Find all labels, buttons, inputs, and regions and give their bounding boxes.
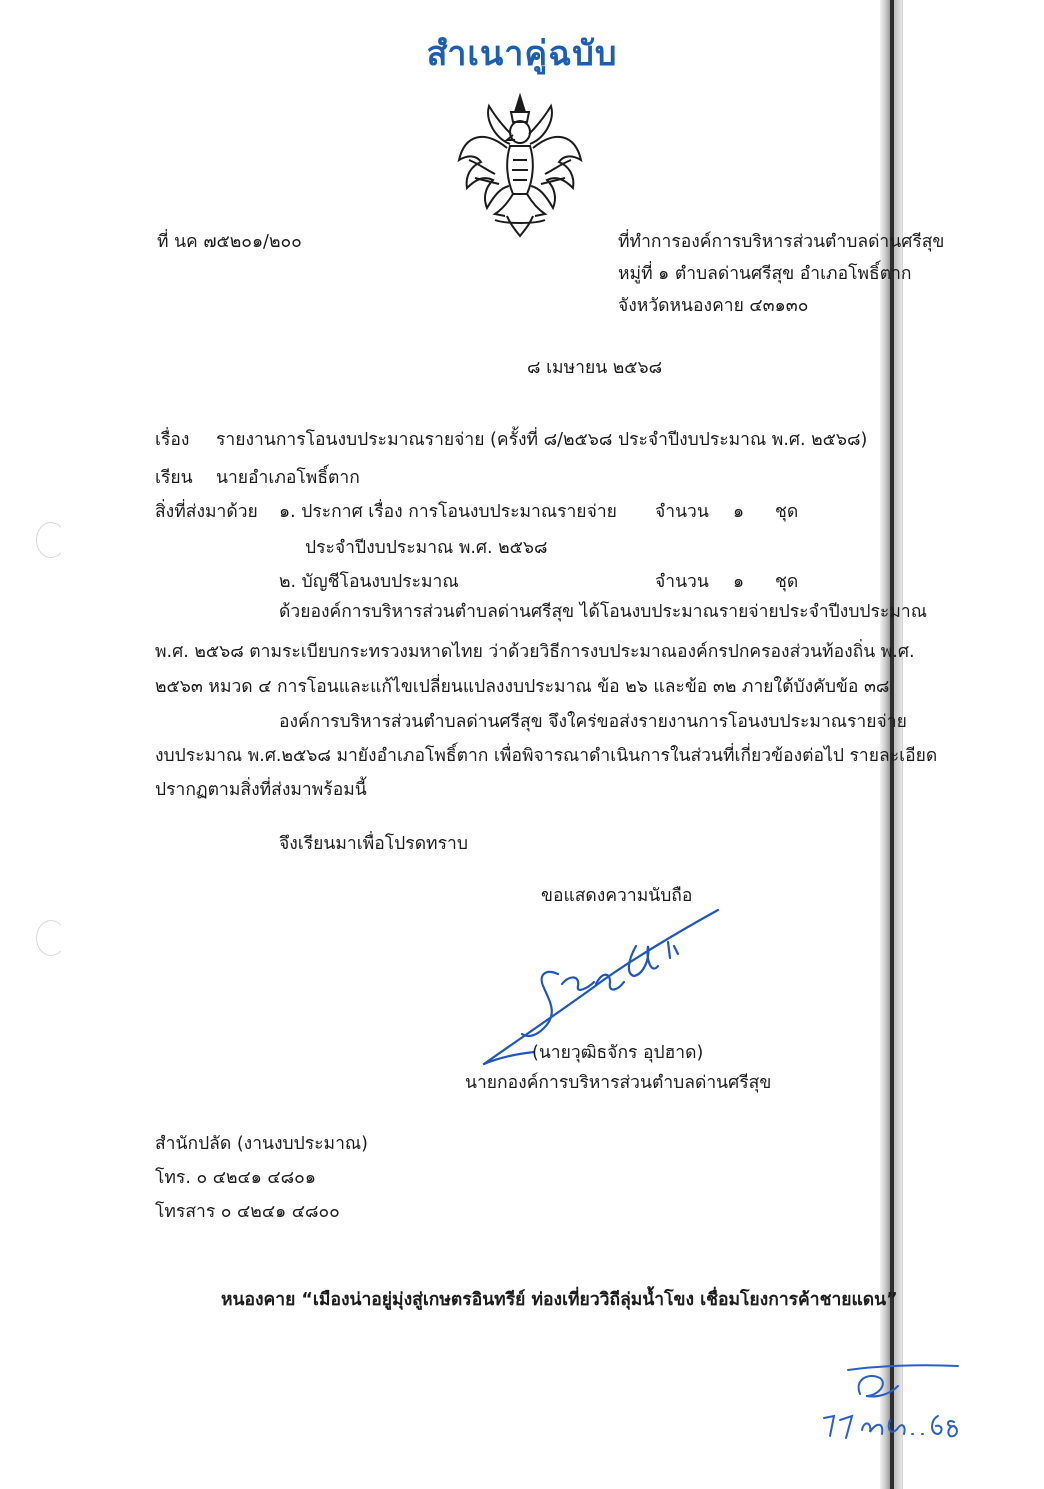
garuda-emblem-icon xyxy=(455,90,585,240)
document-number: ที่ นค ๗๕๒๐๑/๒๐๐ xyxy=(157,232,302,252)
recipient-text: นายอำเภอโพธิ์ตาก xyxy=(216,468,360,488)
enclosure-item-text: ๑. ประกาศ เรื่อง การโอนงบประมาณรายจ่าย xyxy=(279,502,617,522)
punch-hole-mark xyxy=(36,522,66,558)
enclosure-item-unit: ชุด xyxy=(775,502,799,522)
subject-text: รายงานการโอนงบประมาณรายจ่าย (ครั้งที่ ๘/๒๕๖๘ ประจำปีงบประมาณ พ.ศ. ๒๕๖๘) xyxy=(216,430,868,450)
enclosure-item-qty: ๑ xyxy=(733,502,745,522)
copy-stamp-title: สำเนาคู่ฉบับ xyxy=(426,34,618,74)
enclosure-item-unit: ชุด xyxy=(775,572,799,592)
punch-hole-mark xyxy=(36,920,66,956)
body-paragraph1-line1: ด้วยองค์การบริหารส่วนตำบลด่านศรีสุข ได้โอนงบประมาณรายจ่ายประจำปีงบประมาณ xyxy=(279,602,927,622)
contact-office: สำนักปลัด (งานงบประมาณ) xyxy=(155,1134,368,1154)
issuer-address-line2: หมู่ที่ ๑ ตำบลด่านศรีสุข อำเภอโพธิ์ตาก xyxy=(618,264,912,284)
signatory-position: นายกองค์การบริหารส่วนตำบลด่านศรีสุข xyxy=(465,1073,772,1093)
issuer-address-line1: ที่ทำการองค์การบริหารส่วนตำบลด่านศรีสุข xyxy=(618,232,945,252)
body-paragraph2-line1: องค์การบริหารส่วนตำบลด่านศรีสุข จึงใคร่ขอส่งรายงานการโอนงบประมาณรายจ่าย xyxy=(279,712,907,732)
body-paragraph2-line2: งบประมาณ พ.ศ.๒๕๖๘ มายังอำเภอโพธิ์ตาก เพื่อพิจารณาดำเนินการในส่วนที่เกี่ยวข้องต่อไป รายละเอียด xyxy=(155,746,938,766)
enclosure-item-continuation: ประจำปีงบประมาณ พ.ศ. ๒๕๖๘ xyxy=(305,538,548,558)
issuer-address-line3: จังหวัดหนองคาย ๔๓๑๓๐ xyxy=(618,296,809,316)
enclosure-item-text: ๒. บัญชีโอนงบประมาณ xyxy=(279,572,459,592)
handwritten-received-note xyxy=(818,1360,968,1450)
recipient-label: เรียน xyxy=(155,468,193,488)
enclosure-item-qty: ๑ xyxy=(733,572,745,592)
enclosures-label: สิ่งที่ส่งมาด้วย xyxy=(155,502,258,522)
document-date: ๘ เมษายน ๒๕๖๘ xyxy=(527,358,663,378)
subject-label: เรื่อง xyxy=(155,430,190,450)
contact-phone: โทร. ๐ ๔๒๔๑ ๔๘๐๑ xyxy=(155,1168,316,1188)
body-paragraph2-line3: ปรากฏตามสิ่งที่ส่งมาพร้อมนี้ xyxy=(155,780,367,800)
signatory-name: (นายวุฒิธจักร อุปฮาด) xyxy=(532,1043,704,1063)
provincial-slogan: หนองคาย “เมืองน่าอยู่มุ่งสู่เกษตรอินทรีย์ ท่องเที่ยววิถีลุ่มน้ำโขง เชื่อมโยงการค้าชายแดน” xyxy=(221,1290,898,1310)
contact-fax: โทรสาร ๐ ๔๒๔๑ ๔๘๐๐ xyxy=(155,1202,340,1222)
enclosure-item-qty-label: จำนวน xyxy=(655,502,709,522)
body-paragraph1-line3: ๒๕๖๓ หมวด ๔ การโอนและแก้ไขเปลี่ยนแปลงงบประมาณ ข้อ ๒๖ และข้อ ๓๒ ภายใต้บังคับข้อ ๓๘ xyxy=(155,677,890,697)
closing-sentence: จึงเรียนมาเพื่อโปรดทราบ xyxy=(279,834,468,854)
signature-salutation: ขอแสดงความนับถือ xyxy=(541,886,693,906)
enclosure-item-qty-label: จำนวน xyxy=(655,572,709,592)
body-paragraph1-line2: พ.ศ. ๒๕๖๘ ตามระเบียบกระทรวงมหาดไทย ว่าด้วยวิธีการงบประมาณองค์กรปกครองส่วนท้องถิ่น พ.ศ. xyxy=(155,642,915,662)
